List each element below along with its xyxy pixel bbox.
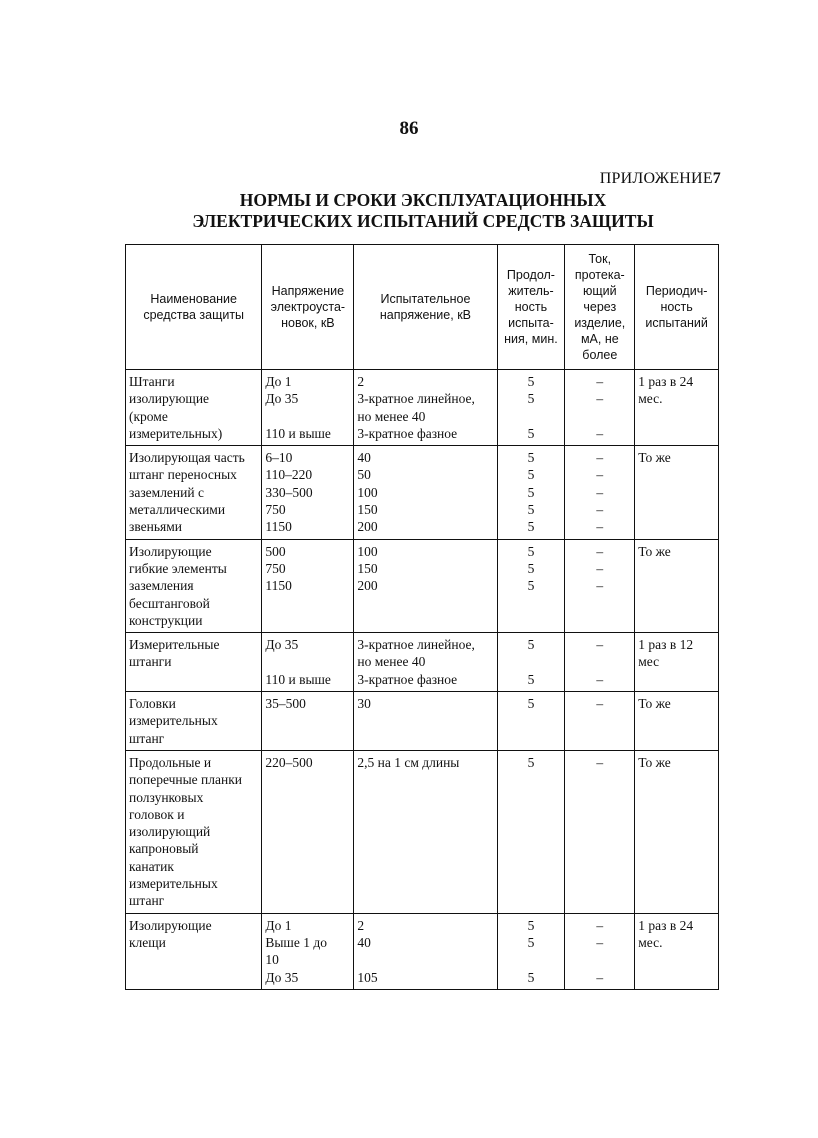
cell-line: 1150 <box>265 519 292 535</box>
cell-line: 5 <box>527 543 535 559</box>
cell-line: 5 <box>527 502 535 518</box>
cell-line: 5 <box>527 578 535 594</box>
table-header-row <box>126 245 719 370</box>
cell-line: измерительных <box>129 876 218 892</box>
cell-line: 40 <box>357 450 371 466</box>
cell-line: 5 <box>527 484 535 500</box>
cell-line: Выше 1 до <box>265 934 327 950</box>
cell-current <box>565 446 635 539</box>
cell-line: изолирующие <box>129 391 210 407</box>
cell-line: 110–220 <box>265 467 313 483</box>
cell-line: 3-кратное фазное <box>357 425 458 441</box>
cell-line: ползунковых <box>129 789 204 805</box>
cell-line: металлическими <box>129 502 226 518</box>
cell-line: измерительных) <box>129 425 223 441</box>
cell-name <box>126 370 262 446</box>
cell-line: 100 <box>357 484 378 500</box>
cell-duration <box>497 750 565 913</box>
cell-line: Измерительные <box>129 637 220 653</box>
cell-line: поперечные планки <box>129 772 243 788</box>
cell-line: Изолирующие <box>129 543 212 559</box>
table-row <box>126 913 719 989</box>
cell-name <box>126 913 262 989</box>
cell-line: измерительных <box>129 713 218 729</box>
cell-line: 5 <box>527 671 535 687</box>
cell-duration <box>497 633 565 692</box>
title-line-1: НОРМЫ И СРОКИ ЭКСПЛУАТАЦИОННЫХ <box>239 190 607 210</box>
cell-line: 2 <box>357 374 365 389</box>
cell-line: 3-кратное линейное, <box>357 637 475 653</box>
cell-line: но менее 40 <box>357 408 426 424</box>
cell-line: 30 <box>357 696 371 712</box>
cell-line: канатик <box>129 858 174 874</box>
cell-line <box>265 653 350 670</box>
cell-line: – <box>596 467 604 483</box>
cell-current <box>565 633 635 692</box>
cell-period <box>635 633 719 692</box>
cell-line: 5 <box>527 374 535 389</box>
cell-voltage <box>262 633 354 692</box>
cell-line: Продольные и <box>129 754 212 770</box>
cell-line: Изолирующая часть <box>129 450 245 466</box>
cell-line: мес <box>638 654 660 670</box>
cell-line: 110 и выше <box>265 671 331 687</box>
cell-line: 5 <box>527 917 535 933</box>
document-title <box>0 190 818 232</box>
cell-line: – <box>596 934 604 950</box>
cell-line: – <box>596 484 604 500</box>
cell-line: – <box>596 425 604 441</box>
cell-voltage <box>262 692 354 751</box>
cell-line: клещи <box>129 934 166 950</box>
title-line-2: ЭЛЕКТРИЧЕСКИХ ИСПЫТАНИЙ СРЕДСТВ ЗАЩИТЫ <box>192 211 654 231</box>
cell-line: Штанги <box>129 374 175 389</box>
cell-line: – <box>596 969 604 985</box>
cell-test-voltage <box>354 750 497 913</box>
cell-line: 35–500 <box>265 696 306 712</box>
cell-line: Изолирующие <box>129 917 212 933</box>
cell-voltage <box>262 446 354 539</box>
cell-line: бесштанговой <box>129 595 210 611</box>
cell-name <box>126 539 262 632</box>
cell-line: (кроме <box>129 408 168 424</box>
cell-line: 5 <box>527 696 535 712</box>
cell-line <box>568 951 631 968</box>
cell-line: – <box>596 519 604 535</box>
appendix-label-text: ПРИЛОЖЕНИЕ <box>599 170 713 187</box>
cell-line: До 1 <box>265 917 292 933</box>
header-test-voltage: Испытательное напряжение, кВ <box>354 245 497 370</box>
cell-line: 500 <box>265 543 286 559</box>
cell-line: 750 <box>265 560 286 576</box>
cell-line: 50 <box>357 467 371 483</box>
cell-test-voltage <box>354 539 497 632</box>
cell-test-voltage <box>354 913 497 989</box>
cell-line: изолирующий <box>129 824 211 840</box>
table-body <box>126 370 719 990</box>
cell-line: 200 <box>357 578 378 594</box>
cell-line <box>265 408 350 425</box>
header-period: Периодич-ность испытаний <box>635 245 719 370</box>
table-row <box>126 370 719 446</box>
cell-line: То же <box>638 450 671 466</box>
cell-line: 5 <box>527 519 535 535</box>
cell-line: – <box>596 391 604 407</box>
cell-line: 5 <box>527 969 535 985</box>
cell-line: мес. <box>638 934 663 950</box>
cell-line: 5 <box>527 450 535 466</box>
cell-duration <box>497 539 565 632</box>
cell-test-voltage <box>354 692 497 751</box>
cell-duration <box>497 370 565 446</box>
cell-line: То же <box>638 696 671 712</box>
cell-line <box>568 653 631 670</box>
table-row <box>126 539 719 632</box>
cell-line: капроновый <box>129 841 199 857</box>
cell-voltage <box>262 913 354 989</box>
cell-line: До 35 <box>265 969 299 985</box>
cell-line: 330–500 <box>265 484 313 500</box>
cell-period <box>635 692 719 751</box>
cell-line: – <box>596 374 604 389</box>
cell-line: 150 <box>357 502 378 518</box>
cell-line: мес. <box>638 391 663 407</box>
cell-line: 200 <box>357 519 378 535</box>
norms-table <box>125 244 719 990</box>
header-duration: Продол-житель-ность испыта-ния, мин. <box>497 245 565 370</box>
cell-line: звеньями <box>129 519 182 535</box>
cell-duration <box>497 692 565 751</box>
cell-line: – <box>596 560 604 576</box>
cell-line: – <box>596 671 604 687</box>
cell-name <box>126 692 262 751</box>
cell-line: 3-кратное фазное <box>357 671 458 687</box>
cell-line: 5 <box>527 754 535 770</box>
cell-duration <box>497 446 565 539</box>
cell-name <box>126 750 262 913</box>
cell-line: 5 <box>527 467 535 483</box>
cell-line: Головки <box>129 696 176 712</box>
cell-line: 2 <box>357 917 365 933</box>
cell-line: 6–10 <box>265 450 293 466</box>
cell-line: 40 <box>357 934 371 950</box>
cell-period <box>635 913 719 989</box>
cell-line <box>501 951 562 968</box>
cell-line: 1 раз в 24 <box>638 374 694 389</box>
cell-period <box>635 370 719 446</box>
cell-line: – <box>596 637 604 653</box>
table-row <box>126 750 719 913</box>
cell-line <box>568 408 631 425</box>
header-name: Наименование средства защиты <box>126 245 262 370</box>
cell-line: головок и <box>129 806 185 822</box>
cell-line: – <box>596 917 604 933</box>
cell-test-voltage <box>354 446 497 539</box>
cell-current <box>565 370 635 446</box>
cell-line: штанги <box>129 654 172 670</box>
cell-period <box>635 750 719 913</box>
cell-duration <box>497 913 565 989</box>
cell-line: 110 и выше <box>265 425 331 441</box>
cell-line: – <box>596 578 604 594</box>
cell-name <box>126 633 262 692</box>
cell-line: заземлений с <box>129 484 204 500</box>
cell-line: – <box>596 502 604 518</box>
cell-line: гибкие элементы <box>129 560 227 576</box>
cell-line: 220–500 <box>265 754 313 770</box>
table-row <box>126 692 719 751</box>
cell-voltage <box>262 750 354 913</box>
cell-line: 5 <box>527 637 535 653</box>
cell-name <box>126 446 262 539</box>
cell-line: штанг <box>129 730 165 746</box>
cell-line: 750 <box>265 502 286 518</box>
header-voltage: Напряжение электроуста-новок, кВ <box>262 245 354 370</box>
appendix-label <box>600 170 721 188</box>
cell-period <box>635 539 719 632</box>
cell-line: 2,5 на 1 см длины <box>357 754 460 770</box>
cell-current <box>565 692 635 751</box>
cell-line: – <box>596 450 604 466</box>
cell-line: 100 <box>357 543 378 559</box>
cell-line: – <box>596 696 604 712</box>
cell-line: штанг <box>129 893 165 909</box>
cell-line: До 35 <box>265 637 299 653</box>
cell-line <box>357 951 493 968</box>
cell-line: штанг переносных <box>129 467 237 483</box>
cell-line: 105 <box>357 969 378 985</box>
cell-line: То же <box>638 543 671 559</box>
cell-line: До 1 <box>265 374 292 389</box>
page-number: 86 <box>399 118 419 139</box>
table-row <box>126 446 719 539</box>
cell-line: 10 <box>265 952 279 968</box>
table-row <box>126 633 719 692</box>
cell-line: – <box>596 543 604 559</box>
cell-line: 150 <box>357 560 378 576</box>
cell-line: 1 раз в 12 <box>638 637 694 653</box>
cell-line: 1150 <box>265 578 292 594</box>
cell-line: 5 <box>527 560 535 576</box>
cell-line: То же <box>638 754 671 770</box>
cell-line: 5 <box>527 391 535 407</box>
cell-line: но менее 40 <box>357 654 426 670</box>
cell-line: 3-кратное линейное, <box>357 391 475 407</box>
cell-period <box>635 446 719 539</box>
cell-line <box>501 653 562 670</box>
cell-line: 1 раз в 24 <box>638 917 694 933</box>
cell-voltage <box>262 370 354 446</box>
cell-line: 5 <box>527 934 535 950</box>
cell-line: – <box>596 754 604 770</box>
cell-current <box>565 539 635 632</box>
cell-line: 5 <box>527 425 535 441</box>
cell-line: заземления <box>129 578 194 594</box>
cell-line <box>501 408 562 425</box>
cell-line: До 35 <box>265 391 299 407</box>
cell-line: конструкции <box>129 612 203 628</box>
cell-current <box>565 750 635 913</box>
appendix-number: 7 <box>712 170 721 187</box>
cell-test-voltage <box>354 633 497 692</box>
cell-current <box>565 913 635 989</box>
cell-voltage <box>262 539 354 632</box>
cell-test-voltage <box>354 370 497 446</box>
header-current: Ток, протека-ющий через изделие, мА, не более <box>565 245 635 370</box>
